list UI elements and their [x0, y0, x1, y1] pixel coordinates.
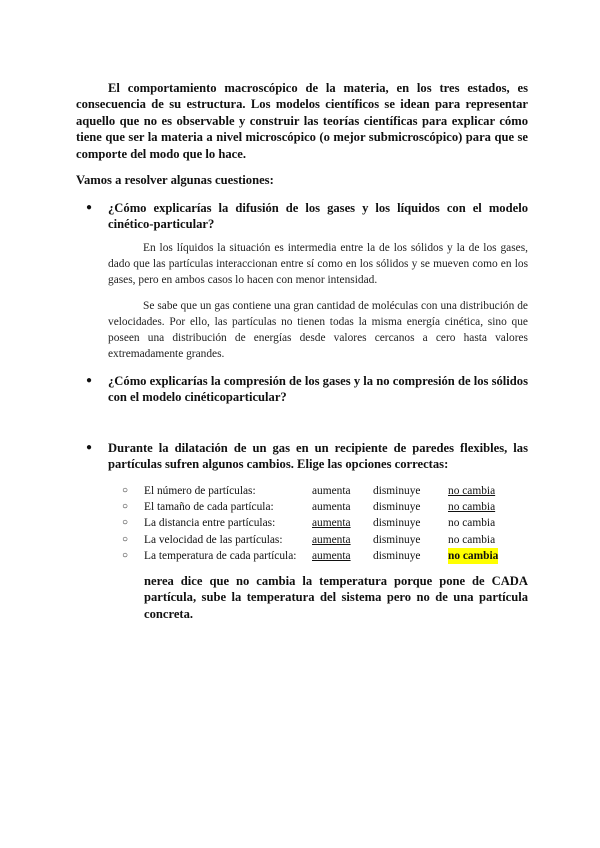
circle-bullet-icon: ○ — [122, 549, 129, 561]
choice-disminuye[interactable]: disminuye — [373, 517, 421, 530]
circle-bullet-icon: ○ — [122, 485, 129, 496]
choice-disminuye[interactable]: disminuye — [373, 485, 421, 497]
choice-aumenta-selected[interactable]: aumenta — [312, 517, 351, 530]
intro-paragraph: El comportamiento macroscópico de la materia, en los tres estados, es consecuencia de su estructura. Los modelos científicos se idean para representar aquello que no es observable y construir las teorías científicas para explicar cómo tiene que ser la materia a nivel microscópico (o mejor submicroscópico) para que se comporte del modo que lo hace. — [76, 81, 528, 161]
choice-no-cambia-selected[interactable]: no cambia — [448, 501, 496, 514]
bullet-icon: ● — [86, 375, 93, 386]
choice-no-cambia[interactable]: no cambia — [448, 517, 496, 530]
choice-no-cambia-highlighted[interactable]: no cambia — [448, 548, 498, 564]
bullet-icon: ● — [86, 202, 93, 213]
choice-aumenta[interactable]: aumenta — [312, 501, 351, 514]
student-note: nerea dice que no cambia la temperatura porque pone de CADA partícula, sube la temperatura del sistema pero no de una partícula concreta. — [144, 574, 528, 621]
question-1: ¿Cómo explicarías la difusión de los gases y los líquidos con el modelo cinético-particular? — [108, 201, 528, 232]
choice-disminuye[interactable]: disminuye — [373, 549, 421, 562]
option-label: La velocidad de las partículas: — [144, 533, 283, 546]
choice-aumenta-selected[interactable]: aumenta — [312, 533, 351, 546]
circle-bullet-icon: ○ — [122, 517, 129, 529]
question-3: Durante la dilatación de un gas en un recipiente de paredes flexibles, las partículas sufren algunos cambios. Elige las opciones correctas: — [108, 441, 528, 472]
circle-bullet-icon: ○ — [122, 533, 129, 545]
question-2: ¿Cómo explicarías la compresión de los gases y la no compresión de los sólidos con el modelo cinéticoparticular? — [108, 374, 528, 405]
answer-1-paragraph-1: En los líquidos la situación es intermedia entre la de los sólidos y la de los gases, dado que las partículas interaccionan entre sí como en los sólidos y se mueven como en los gases, pero en ambos casos lo hacen con menor intensidad. — [108, 242, 528, 286]
option-label: La temperatura de cada partícula: — [144, 549, 297, 562]
bullet-icon: ● — [86, 442, 93, 453]
choice-disminuye[interactable]: disminuye — [373, 533, 421, 546]
choice-no-cambia-selected[interactable]: no cambia — [448, 485, 496, 497]
option-label: La distancia entre partículas: — [144, 517, 276, 530]
choice-no-cambia[interactable]: no cambia — [448, 533, 496, 546]
option-label: El tamaño de cada partícula: — [144, 501, 274, 514]
lead-text: Vamos a resolver algunas cuestiones: — [76, 173, 274, 187]
circle-bullet-icon: ○ — [122, 501, 129, 513]
choice-aumenta[interactable]: aumenta — [312, 485, 351, 497]
option-label: El número de partículas: — [144, 485, 256, 497]
choice-disminuye[interactable]: disminuye — [373, 501, 421, 514]
answer-1-paragraph-2: Se sabe que un gas contiene una gran cantidad de moléculas con una distribución de velocidades. Por ello, las partículas no tienen todas la misma energía cinética, sino que poseen una distribución de energías desde valores cercanos a cero hasta valores extremadamente grandes. — [108, 300, 528, 360]
choice-aumenta-selected[interactable]: aumenta — [312, 549, 351, 562]
